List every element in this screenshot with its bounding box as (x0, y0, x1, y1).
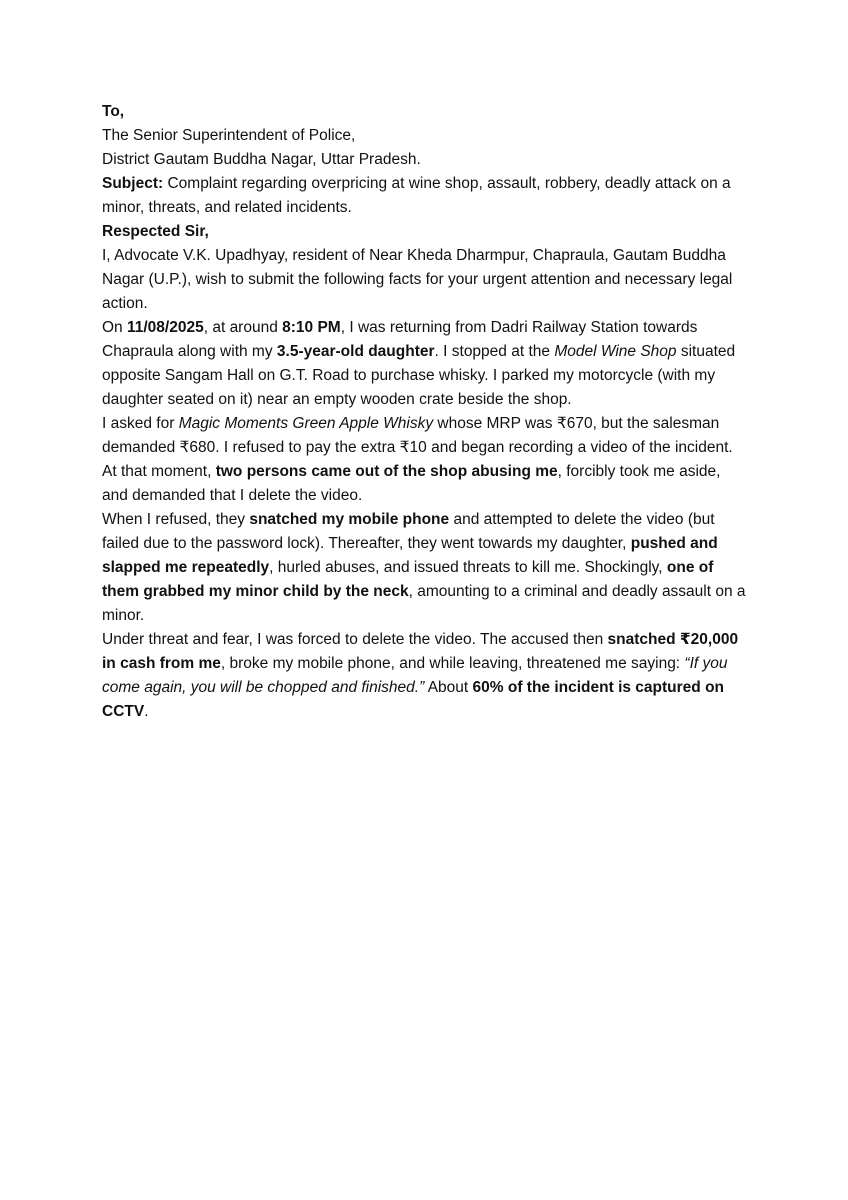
paragraph-robbery (102, 628, 748, 724)
text-run: About (424, 679, 473, 696)
paragraph-assault (102, 508, 748, 628)
text-run: Under threat and fear, I was forced to delete the video. The accused then (102, 631, 608, 648)
shop-name: Model Wine Shop (554, 343, 677, 360)
date-highlight: 11/08/2025 (126, 319, 204, 336)
subject-text: Complaint regarding overpricing at wine shop, assault, robbery, deadly attack on a minor, threats, and related incidents. (102, 175, 731, 216)
text-run: . I stopped at the (434, 343, 555, 360)
paragraph-incident-arrival (102, 316, 748, 412)
paragraph-overpricing (102, 412, 748, 508)
text-run: , amounting to a criminal and deadly assault on a minor. (102, 583, 746, 624)
emphasis-text: snatched ₹20,000 in cash from me (102, 631, 739, 672)
recipient-title: The Senior Superintendent of Police, (102, 127, 356, 144)
text-run: I asked for (102, 415, 179, 432)
recipient-to: To, (102, 103, 125, 120)
text-run: , broke my mobile phone, and while leaving, threatened me saying: (220, 655, 685, 672)
text-run: , hurled abuses, and issued threats to kill me. Shockingly, (269, 559, 667, 576)
text-run: When I refused, they (102, 511, 250, 528)
emphasis-text: 60% of the incident is captured on CCTV (102, 679, 725, 720)
text-run: , at around (203, 319, 283, 336)
recipient-district: District Gautam Buddha Nagar, Uttar Pradesh. (102, 151, 421, 168)
text-run: . (144, 703, 149, 720)
text-run: , I was returning from Dadri Railway Station towards Chapraula along with my (102, 319, 698, 360)
daughter-highlight: 3.5-year-old daughter (276, 343, 435, 360)
text-run: , forcibly took me aside, and demanded that I delete the video. (102, 463, 721, 504)
text-run: whose MRP was ₹670, but the salesman demanded ₹680. I refused to pay the extra ₹10 and began recording a video of the incident. At that moment, (102, 415, 733, 480)
salutation (102, 220, 748, 244)
time-highlight: 8:10 PM (282, 319, 341, 336)
text-run: situated opposite Sangam Hall on G.T. Road to purchase whisky. I parked my motorcycle (with my daughter seated on it) near an empty wooden crate beside the shop. (102, 343, 736, 408)
product-name: Magic Moments Green Apple Whisky (178, 415, 434, 432)
intro-paragraph: I, Advocate V.K. Upadhyay, resident of Near Kheda Dharmpur, Chapraula, Gautam Buddha Nagar (U.P.), wish to submit the following facts for your urgent attention and necessary legal action. (102, 247, 733, 312)
subject-label: Subject: (102, 175, 164, 192)
text-run: and attempted to delete the video (but failed due to the password lock). Thereafter, they went towards my daughter, (102, 511, 715, 552)
recipient-block (102, 100, 748, 172)
text-run: On (102, 319, 127, 336)
salutation-text: Respected Sir, (102, 223, 209, 240)
emphasis-text: pushed and slapped me repeatedly (102, 535, 718, 576)
emphasis-text: snatched my mobile phone (249, 511, 450, 528)
threat-quote: “If you come again, you will be chopped and finished.” (102, 655, 728, 696)
subject-line (102, 172, 748, 220)
emphasis-text: two persons came out of the shop abusing me (215, 463, 558, 480)
emphasis-text: one of them grabbed my minor child by the neck (102, 559, 714, 600)
